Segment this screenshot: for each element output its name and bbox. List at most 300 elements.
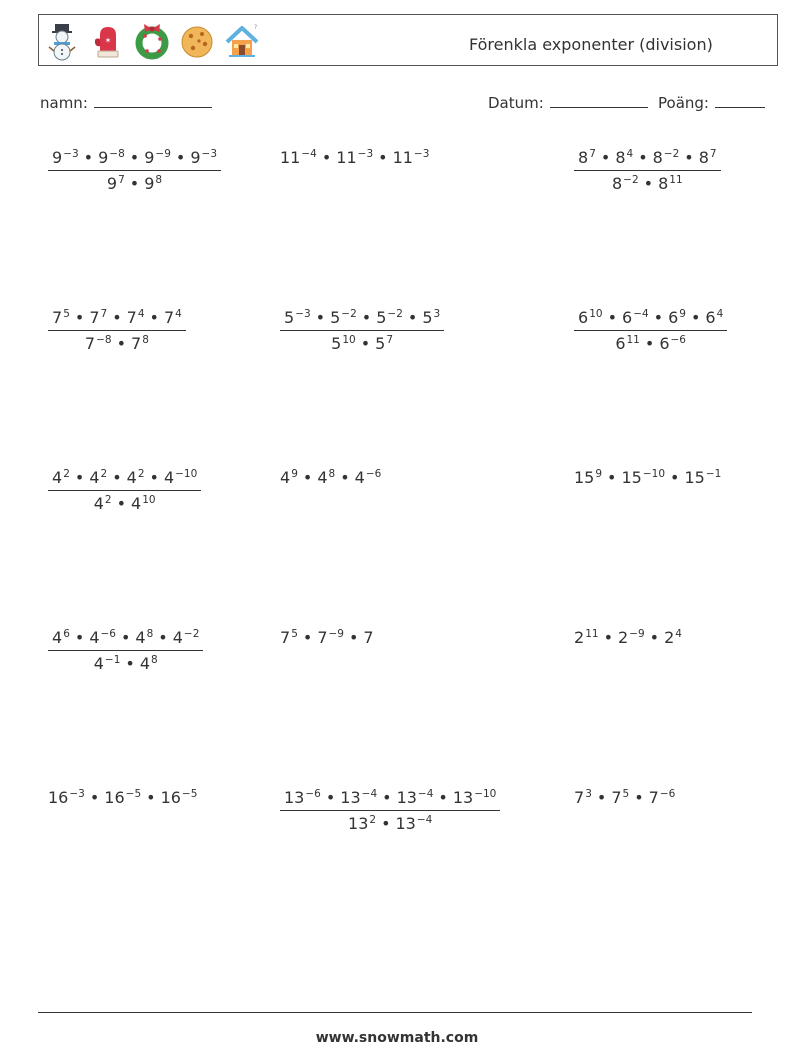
multiply-dot: • (116, 334, 127, 353)
base: 6 (705, 308, 716, 327)
base: 7 (89, 308, 100, 327)
power-term (355, 468, 382, 487)
power-term (52, 628, 70, 647)
base: 5 (376, 308, 387, 327)
multiply-dot: • (600, 148, 611, 167)
fraction (280, 308, 444, 353)
exponent: −10 (474, 788, 497, 800)
power-term (131, 494, 156, 513)
base: 4 (354, 468, 365, 487)
date-blank[interactable] (550, 93, 648, 108)
base: 7 (363, 628, 374, 647)
exponent: 5 (63, 308, 70, 320)
multiply-dot: • (644, 334, 655, 353)
multiply-dot: • (407, 308, 418, 327)
power-term (375, 334, 393, 353)
base: 7 (317, 628, 328, 647)
power-term (611, 788, 629, 807)
exponent: 9 (291, 468, 298, 480)
multiply-dot: • (634, 788, 644, 807)
numerator (48, 308, 186, 330)
base: 13 (452, 788, 474, 807)
base: 5 (331, 334, 342, 353)
snowman-icon (43, 21, 81, 61)
multiply-dot: • (149, 308, 159, 327)
base: 6 (668, 308, 679, 327)
base: 9 (106, 174, 118, 193)
expression (574, 788, 675, 807)
exponent: 2 (104, 494, 112, 506)
multiply-dot: • (112, 308, 122, 327)
base: 6 (578, 308, 589, 327)
base: 6 (659, 334, 670, 353)
power-term (330, 308, 357, 327)
base: 4 (93, 494, 104, 513)
base: 5 (330, 308, 341, 327)
denominator (48, 650, 203, 673)
base: 4 (89, 628, 100, 647)
multiply-dot: • (125, 654, 135, 673)
power-term (612, 174, 639, 193)
power-term (336, 148, 373, 167)
exponent: 8 (328, 468, 336, 480)
exponent: 5 (291, 628, 298, 640)
exponent: −5 (181, 788, 198, 800)
power-term (89, 468, 107, 487)
expression (280, 628, 374, 647)
exponent: 7 (118, 174, 125, 186)
power-term (164, 468, 197, 487)
exponent: −10 (175, 468, 198, 480)
multiply-dot: • (116, 494, 127, 513)
fraction (574, 308, 727, 353)
name-label: namn: (40, 94, 88, 112)
problem (48, 148, 221, 193)
base: 15 (684, 468, 705, 487)
multiply-dot: • (382, 788, 392, 807)
power-term (622, 308, 649, 327)
power-term (664, 628, 682, 647)
multiply-dot: • (74, 468, 85, 487)
exponent: 5 (622, 788, 630, 800)
denominator (574, 170, 721, 193)
exponent: 8 (151, 654, 158, 666)
exponent: 7 (100, 308, 108, 320)
score-label: Poäng: (658, 94, 709, 112)
multiply-dot: • (596, 788, 607, 807)
worksheet-header (38, 14, 778, 66)
power-term (284, 788, 321, 807)
problem (280, 468, 381, 487)
base: 9 (190, 148, 201, 167)
power-term (621, 468, 665, 487)
base: 4 (131, 494, 142, 513)
exponent: 8 (146, 628, 154, 640)
multiply-dot: • (638, 148, 648, 167)
base: 8 (698, 148, 709, 167)
denominator (48, 490, 201, 513)
exponent: 6 (63, 628, 70, 640)
base: 15 (621, 468, 642, 487)
power-term (127, 468, 145, 487)
multiply-dot: • (649, 628, 660, 647)
power-term (317, 628, 344, 647)
base: 13 (396, 788, 417, 807)
power-term (280, 148, 317, 167)
problem (574, 628, 682, 647)
exponent: −3 (63, 148, 79, 160)
name-field[interactable] (40, 93, 212, 112)
multiply-dot: • (321, 148, 332, 167)
multiply-dot: • (361, 308, 372, 327)
exponent: 2 (137, 468, 145, 480)
exponent: 11 (585, 628, 599, 640)
power-term (164, 308, 182, 327)
exponent: −9 (328, 628, 344, 640)
power-term (52, 468, 70, 487)
exponent: 9 (679, 308, 686, 320)
expression (280, 468, 381, 487)
base: 7 (163, 308, 175, 327)
power-term (574, 468, 602, 487)
multiply-dot: • (74, 628, 85, 647)
power-term (284, 308, 311, 327)
exponent: −2 (623, 174, 639, 186)
base: 8 (615, 148, 626, 167)
base: 4 (139, 654, 150, 673)
power-term (363, 628, 373, 647)
exponent: −2 (183, 628, 200, 640)
problem (48, 308, 186, 353)
base: 5 (375, 334, 386, 353)
exponent: −3 (357, 148, 374, 160)
base: 9 (98, 148, 109, 167)
fraction (48, 308, 186, 353)
power-term (615, 334, 640, 353)
power-term (659, 334, 686, 353)
expression (280, 148, 429, 167)
exponent: 10 (342, 334, 356, 346)
cookie-icon (178, 21, 216, 61)
exponent: 11 (626, 334, 640, 346)
mitten-icon (88, 21, 126, 61)
base: 8 (578, 148, 589, 167)
base: 4 (172, 628, 183, 647)
exponent: 7 (709, 148, 717, 160)
base: 7 (52, 308, 63, 327)
exponent: −4 (301, 148, 317, 160)
power-term (578, 308, 603, 327)
exponent: −6 (100, 628, 116, 640)
base: 13 (395, 814, 416, 833)
multiply-dot: • (129, 174, 140, 193)
exponent: 2 (100, 468, 108, 480)
power-term (618, 628, 645, 647)
exponent: −1 (104, 654, 121, 666)
exponent: −2 (663, 148, 680, 160)
base: 13 (284, 788, 305, 807)
problem (574, 788, 675, 807)
base: 5 (422, 308, 433, 327)
power-term (668, 308, 686, 327)
exponent: −2 (387, 308, 403, 320)
power-term (85, 334, 112, 353)
exponent: 4 (716, 308, 724, 320)
numerator (48, 628, 203, 650)
exponent: −6 (365, 468, 382, 480)
base: 7 (280, 628, 291, 647)
power-term (396, 814, 433, 833)
exponent: −1 (705, 468, 722, 480)
power-term (135, 628, 153, 647)
multiply-dot: • (643, 174, 654, 193)
numerator (280, 788, 500, 810)
base: 8 (611, 174, 623, 193)
base: 2 (618, 628, 629, 647)
problem (48, 788, 197, 807)
power-term (173, 628, 200, 647)
base: 4 (163, 468, 175, 487)
exponent: 9 (595, 468, 603, 480)
power-term (190, 148, 217, 167)
problem (280, 148, 429, 167)
icon-strip (43, 21, 261, 61)
base: 16 (104, 788, 125, 807)
base: 11 (280, 148, 301, 167)
problem (48, 628, 203, 673)
problem (48, 468, 201, 513)
name-blank[interactable] (94, 93, 212, 108)
numerator (48, 468, 201, 490)
exponent: 8 (142, 334, 149, 346)
exponent: −6 (659, 788, 676, 800)
fraction (574, 148, 721, 193)
base: 4 (135, 628, 146, 647)
expression (48, 788, 197, 807)
exponent: 2 (369, 814, 377, 826)
power-term (52, 308, 70, 327)
power-term (649, 788, 676, 807)
exponent: −6 (670, 334, 686, 346)
power-term (453, 788, 497, 807)
base: 2 (664, 628, 675, 647)
power-term (98, 148, 125, 167)
exponent: 4 (137, 308, 145, 320)
power-term (393, 148, 430, 167)
problem (280, 308, 444, 353)
exponent: 10 (589, 308, 603, 320)
multiply-dot: • (607, 308, 617, 327)
exponent: 4 (675, 628, 682, 640)
date-field[interactable] (488, 93, 648, 112)
multiply-dot: • (340, 468, 350, 487)
power-term (422, 308, 440, 327)
worksheet-title: Förenkla exponenter (division) (469, 35, 713, 54)
power-term (94, 494, 112, 513)
base: 13 (348, 814, 369, 833)
problem (280, 788, 500, 833)
power-term (144, 174, 162, 193)
exponent: −8 (109, 148, 125, 160)
base: 13 (340, 788, 361, 807)
base: 16 (160, 788, 181, 807)
exponent: −10 (642, 468, 666, 480)
exponent: −2 (341, 308, 357, 320)
multiply-dot: • (607, 468, 617, 487)
power-term (578, 148, 596, 167)
fraction (48, 148, 221, 193)
multiply-dot: • (112, 468, 122, 487)
base: 7 (84, 334, 96, 353)
exponent: −4 (417, 788, 434, 800)
base: 4 (93, 654, 104, 673)
problem (574, 468, 721, 487)
power-term (131, 334, 149, 353)
multiply-dot: • (83, 148, 94, 167)
base: 5 (284, 308, 295, 327)
power-term (684, 468, 721, 487)
base: 7 (611, 788, 622, 807)
power-term (376, 308, 403, 327)
multiply-dot: • (670, 468, 680, 487)
power-term (280, 468, 298, 487)
base: 9 (52, 148, 63, 167)
multiply-dot: • (302, 468, 313, 487)
multiply-dot: • (158, 628, 168, 647)
base: 7 (126, 308, 137, 327)
power-term (52, 148, 79, 167)
exponent: 7 (386, 334, 394, 346)
power-term (144, 148, 171, 167)
multiply-dot: • (360, 334, 371, 353)
base: 8 (652, 148, 663, 167)
exponent: 2 (63, 468, 70, 480)
base: 9 (144, 148, 155, 167)
base: 9 (144, 174, 155, 193)
multiply-dot: • (684, 148, 694, 167)
multiply-dot: • (89, 788, 100, 807)
base: 4 (52, 468, 63, 487)
multiply-dot: • (129, 148, 140, 167)
base: 15 (574, 468, 595, 487)
multiply-dot: • (175, 148, 186, 167)
power-term (317, 468, 335, 487)
svg-text:✶: ✶ (104, 36, 112, 45)
power-term (615, 148, 633, 167)
footer-url[interactable]: www.snowmath.com (315, 1030, 479, 1046)
exponent: 8 (155, 174, 163, 186)
multiply-dot: • (603, 628, 613, 647)
numerator (280, 308, 444, 330)
numerator (48, 148, 221, 170)
power-term (658, 174, 683, 193)
multiply-dot: • (302, 628, 313, 647)
score-blank[interactable] (715, 93, 765, 108)
power-term (107, 174, 125, 193)
base: 4 (126, 468, 137, 487)
power-term (348, 814, 376, 833)
power-term (280, 628, 298, 647)
exponent: 10 (142, 494, 156, 506)
problem (574, 308, 727, 353)
multiply-dot: • (378, 148, 388, 167)
house-icon (223, 21, 261, 61)
denominator (574, 330, 727, 353)
multiply-dot: • (653, 308, 664, 327)
base: 7 (131, 334, 142, 353)
power-term (574, 628, 599, 647)
date-label: Datum: (488, 94, 544, 112)
power-term (397, 788, 434, 807)
exponent: −3 (413, 148, 430, 160)
power-term (340, 788, 377, 807)
power-term (331, 334, 356, 353)
base: 7 (648, 788, 659, 807)
base: 4 (280, 468, 291, 487)
base: 4 (52, 628, 63, 647)
power-term (705, 308, 723, 327)
multiply-dot: • (149, 468, 159, 487)
multiply-dot: • (690, 308, 701, 327)
power-term (127, 308, 145, 327)
problem (574, 148, 721, 193)
exponent: 11 (669, 174, 683, 186)
score-field[interactable] (658, 93, 765, 112)
base: 4 (317, 468, 328, 487)
fraction (280, 788, 500, 833)
power-term (104, 788, 141, 807)
exponent: −3 (69, 788, 85, 800)
exponent: 4 (626, 148, 634, 160)
power-term (48, 788, 85, 807)
power-term (653, 148, 680, 167)
exponent: −3 (201, 148, 217, 160)
exponent: −8 (96, 334, 112, 346)
power-term (89, 628, 116, 647)
base: 2 (574, 628, 585, 647)
numerator (574, 308, 727, 330)
multiply-dot: • (325, 788, 336, 807)
exponent: −4 (361, 788, 378, 800)
fraction (48, 468, 201, 513)
exponent: −6 (305, 788, 321, 800)
multiply-dot: • (74, 308, 85, 327)
multiply-dot: • (315, 308, 326, 327)
multiply-dot: • (438, 788, 448, 807)
wreath-icon (133, 21, 171, 61)
base: 11 (392, 148, 413, 167)
denominator (280, 810, 500, 833)
power-term (140, 654, 158, 673)
power-term (574, 788, 592, 807)
expression (574, 468, 721, 487)
denominator (48, 330, 186, 353)
multiply-dot: • (146, 788, 156, 807)
power-term (89, 308, 107, 327)
multiply-dot: • (348, 628, 359, 647)
exponent: −4 (633, 308, 649, 320)
base: 16 (48, 788, 69, 807)
exponent: 4 (175, 308, 182, 320)
exponent: 7 (589, 148, 596, 160)
base: 7 (574, 788, 585, 807)
exponent: −3 (295, 308, 311, 320)
base: 6 (622, 308, 633, 327)
exponent: −9 (629, 628, 645, 640)
exponent: 3 (433, 308, 441, 320)
exponent: −4 (416, 814, 433, 826)
exponent: 3 (585, 788, 592, 800)
